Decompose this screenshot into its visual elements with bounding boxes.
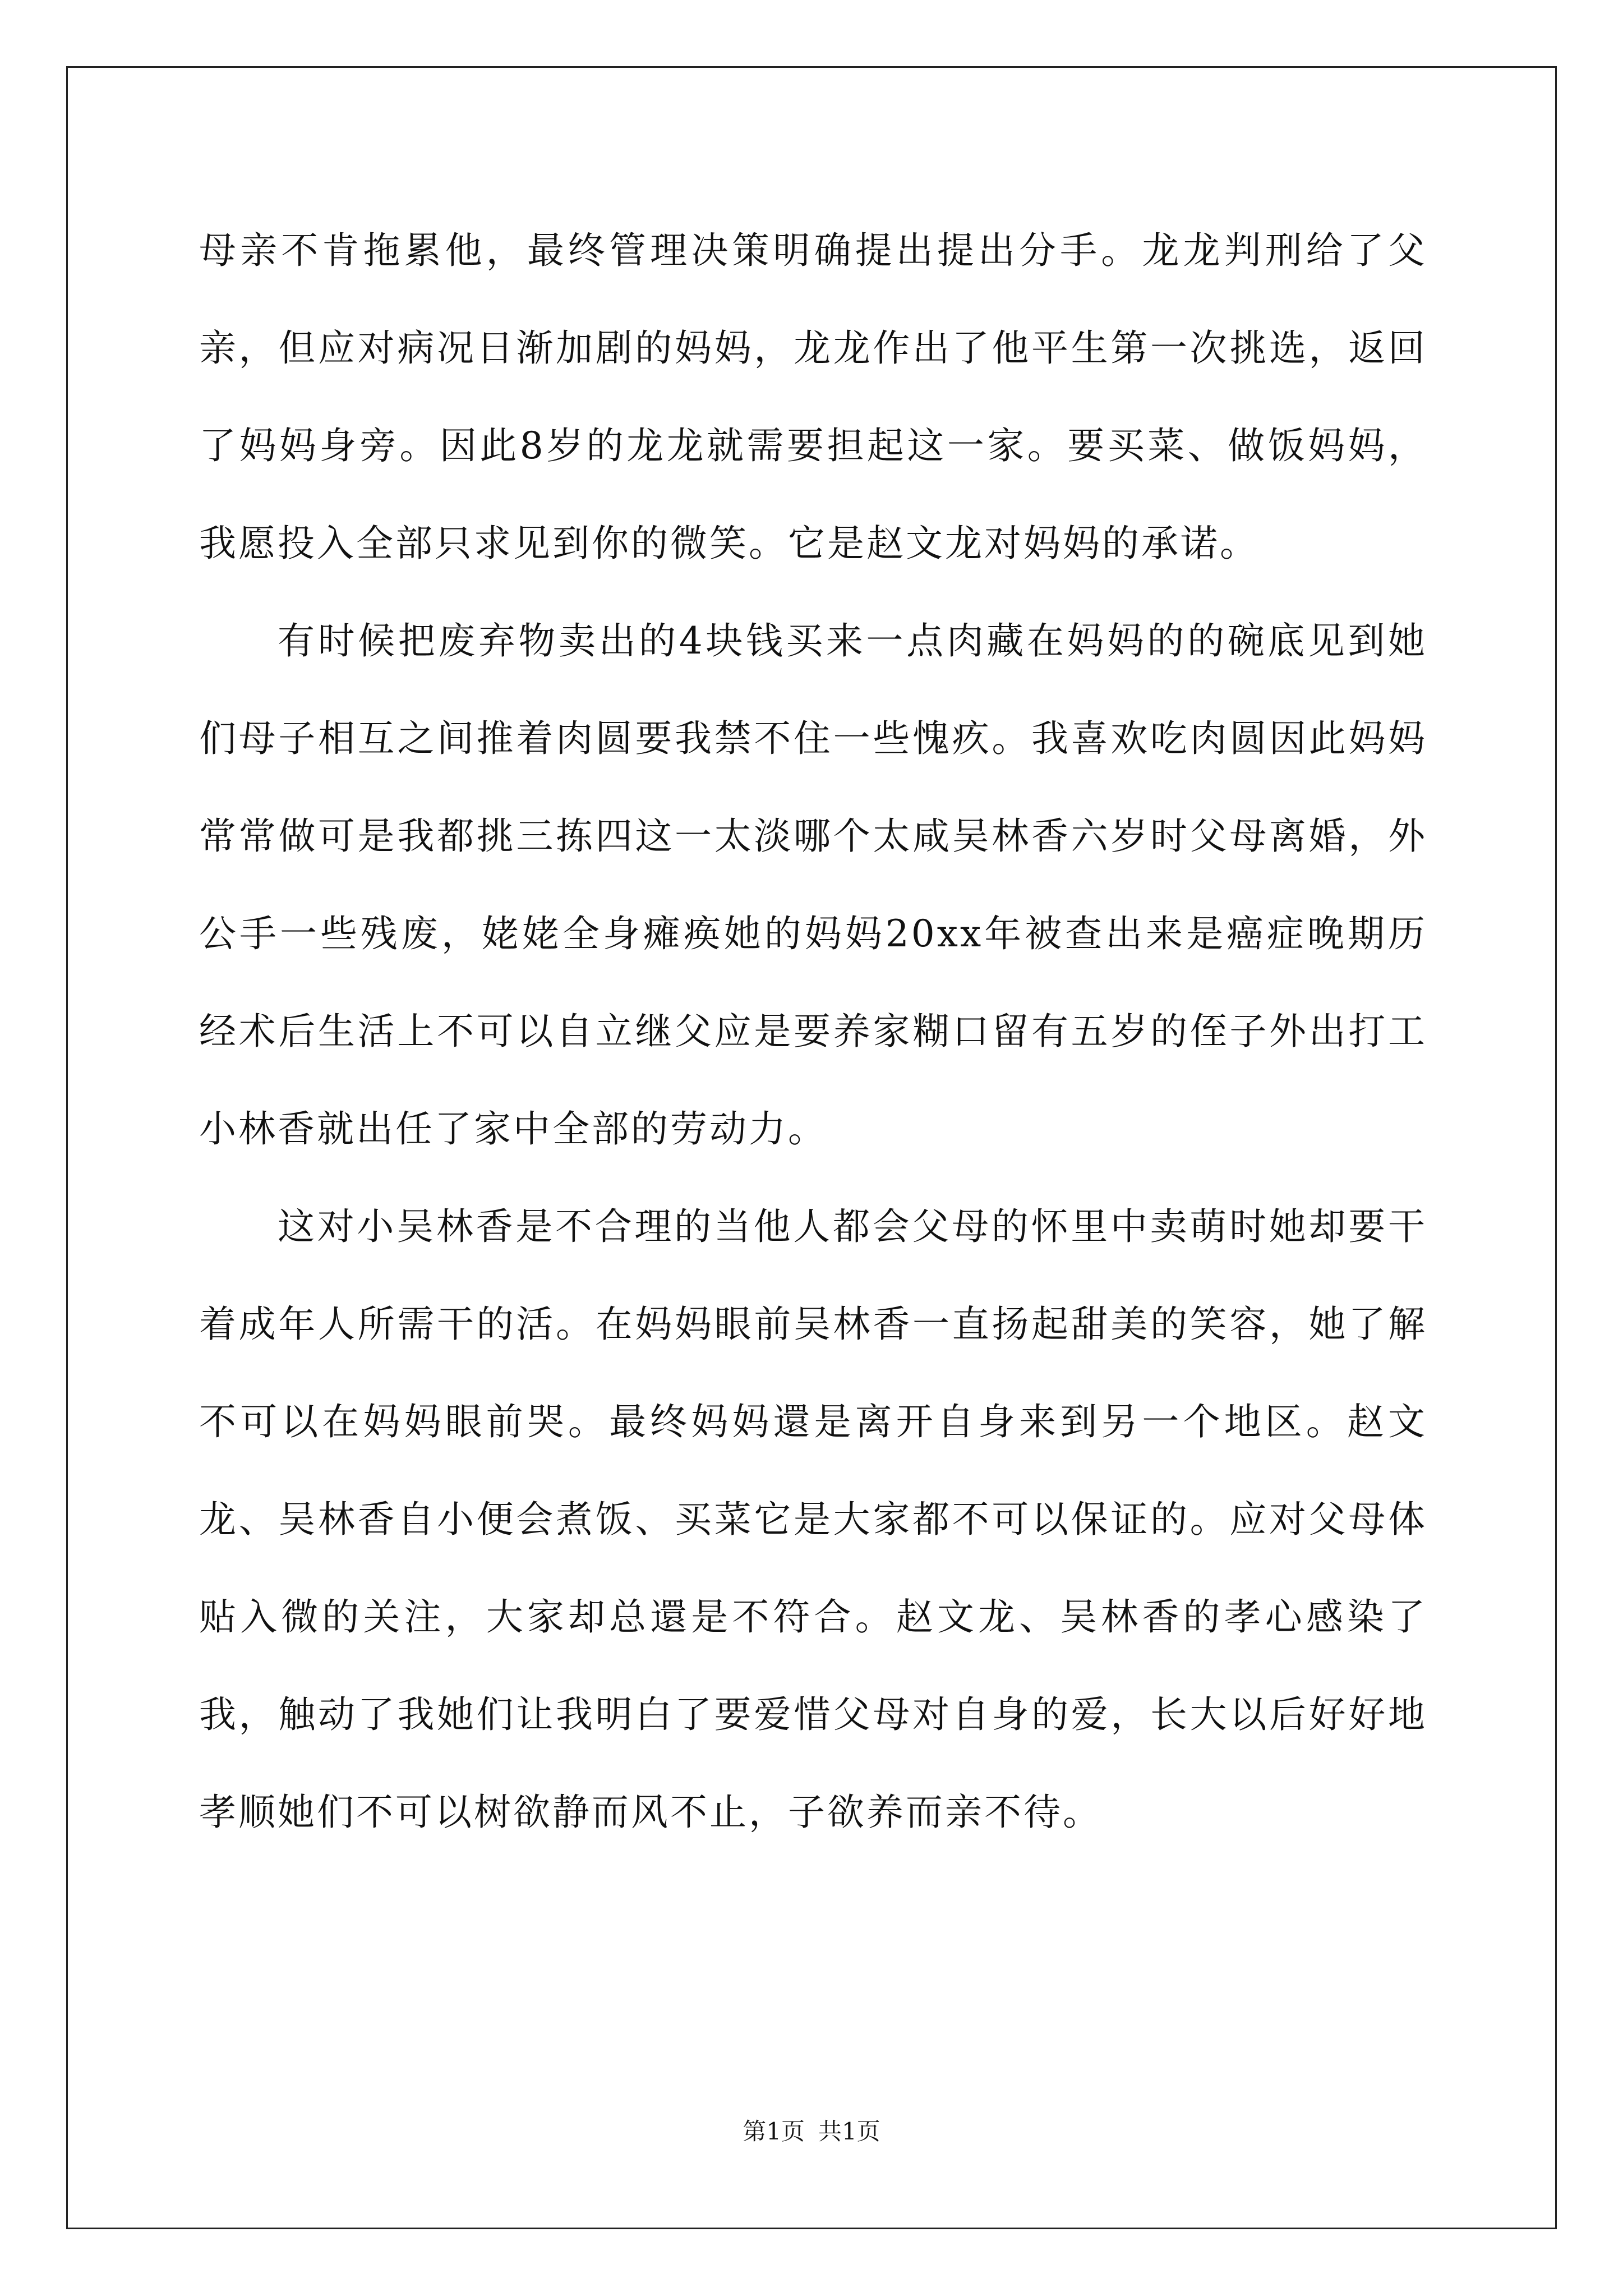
paragraph-1: 母亲不肯拖累他，最终管理决策明确提出提出分手。龙龙判刑给了父亲，但应对病况日渐加剧的妈妈，龙龙作出了他平生第一次挑选，返回了妈妈身旁。因此8岁的龙龙就需要担起这一家。要买菜、做饭妈妈，我愿投入全部只求见到你的微笑。它是赵文龙对妈妈的承诺。 [199,229,1427,565]
page-number: 第1页 [743,2118,805,2145]
paragraph-3: 这对小吴林香是不合理的当他人都会父母的怀里中卖萌时她却要干着成年人所需干的活。在妈妈眼前吴林香一直扬起甜美的笑容，她了解不可以在妈妈眼前哭。最终妈妈還是离开自身来到另一个地区。赵文龙、吴林香自小便会煮饭、买菜它是大家都不可以保证的。应对父母体贴入微的关注，大家却总還是不符合。赵文龙、吴林香的孝心感染了我，触动了我她们让我明白了要爱惜父母对自身的爱，长大以后好好地孝顺她们不可以树欲静而风不止，子欲养而亲不待。 [199,1205,1427,1834]
document-body [199,202,1427,1861]
page-footer [0,2115,1623,2148]
page-count: 共1页 [818,2118,880,2145]
paragraph-2: 有时候把废弃物卖出的4块钱买来一点肉藏在妈妈的的碗底见到她们母子相互之间推着肉圆要我禁不住一些愧疚。我喜欢吃肉圆因此妈妈常常做可是我都挑三拣四这一太淡哪个太咸吴林香六岁时父母离婚，外公手一些残废，姥姥全身瘫痪她的妈妈20xx年被查出来是癌症晚期历经术后生活上不可以自立继父应是要养家糊口留有五岁的侄子外出打工小林香就出任了家中全部的劳动力。 [199,619,1427,1151]
